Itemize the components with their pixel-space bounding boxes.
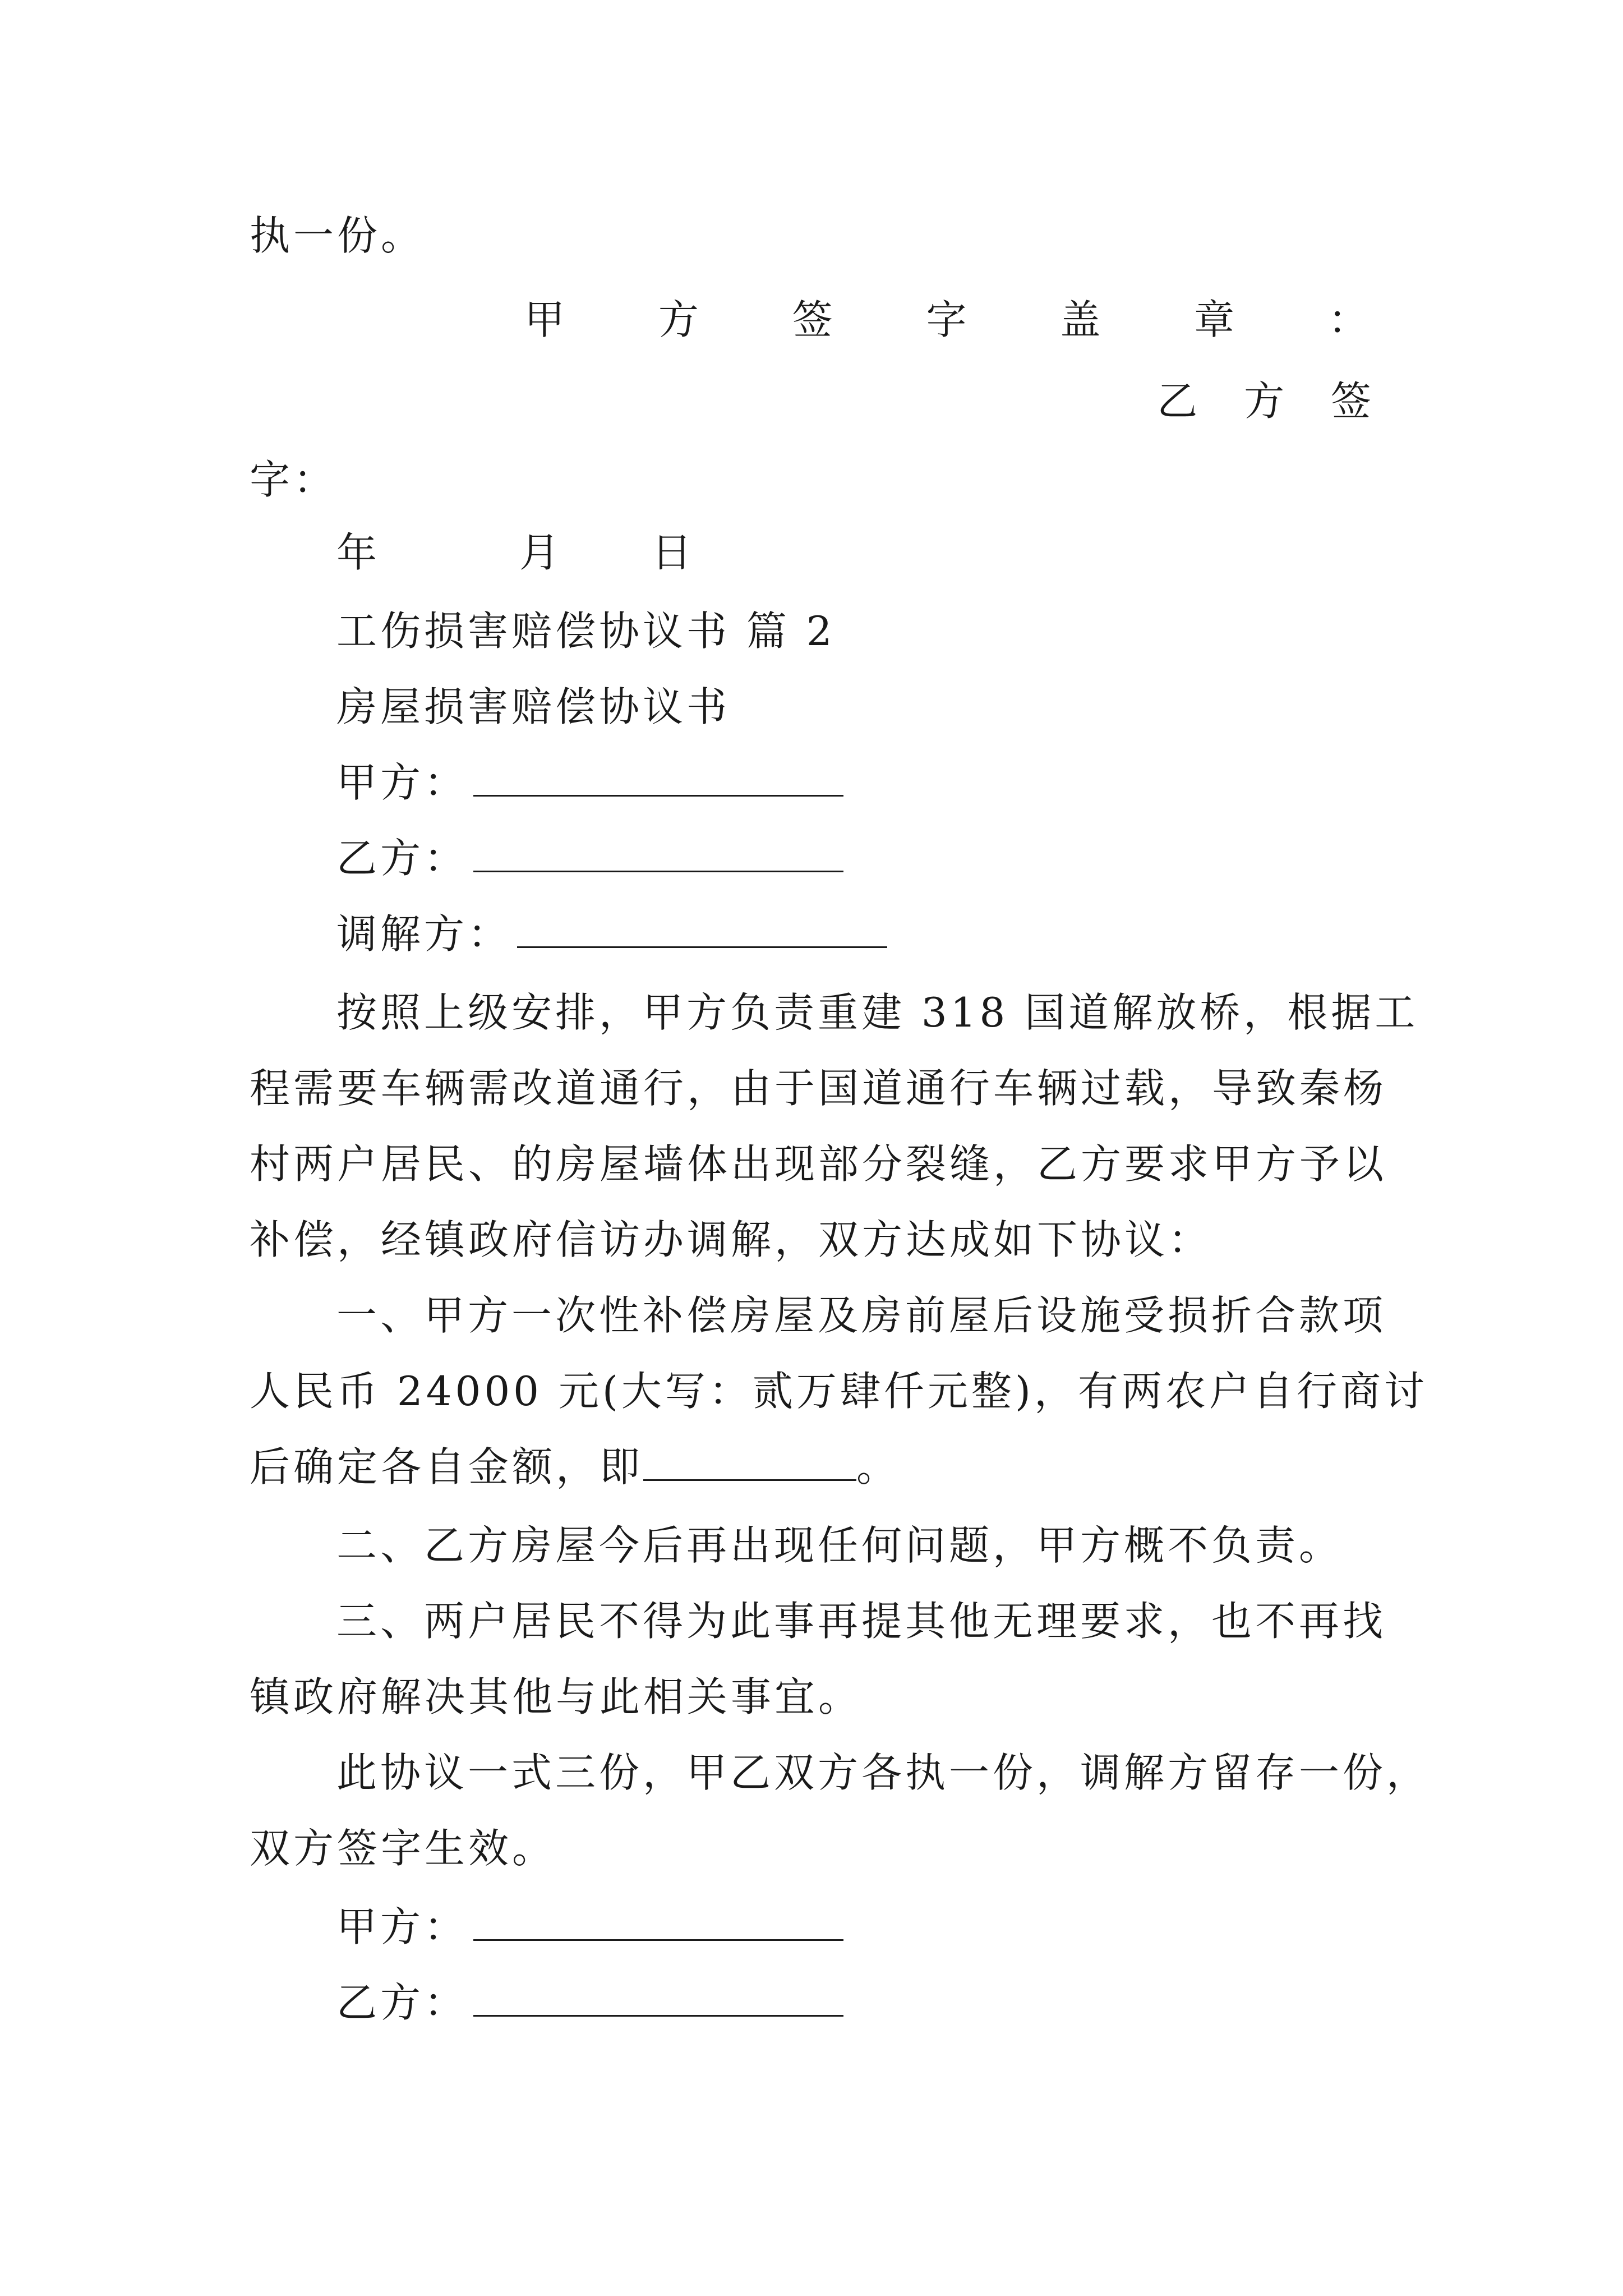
sig-char: 签 <box>792 296 833 343</box>
amount-blank <box>643 1444 856 1481</box>
sig-char: 章 <box>1194 296 1235 343</box>
paragraph-line: 补偿，经镇政府信访办调解，双方达成如下协议： <box>250 1216 1212 1263</box>
text-line: 执一份。 <box>250 212 425 259</box>
text-line: 字： <box>250 456 338 503</box>
date-month: 月 <box>519 529 563 576</box>
paragraph-line: 双方签字生效。 <box>250 1825 556 1872</box>
end-party-b-blank <box>473 1980 843 2017</box>
party-a-signature-label <box>524 292 1368 348</box>
paragraph-line: 一、甲方一次性补偿房屋及房前屋后设施受损折合款项 <box>336 1292 1387 1339</box>
end-party-a-blank <box>473 1904 843 1941</box>
amount-end: 。 <box>856 1443 901 1490</box>
end-party-b-label: 乙方： <box>336 1979 468 2026</box>
end-party-a-label: 甲方： <box>336 1903 468 1950</box>
date-day: 日 <box>651 529 695 576</box>
date-year: 年 <box>336 529 381 576</box>
party-b-field <box>336 830 1388 886</box>
paragraph-line: 按照上级安排，甲方负责重建 318 国道解放桥，根据工 <box>336 989 1419 1036</box>
mediator-label: 调解方： <box>336 910 512 958</box>
paragraph-line: 此协议一式三份，甲乙双方各执一份，调解方留存一份， <box>336 1749 1431 1796</box>
mediator-field <box>336 906 1388 962</box>
paragraph-line: 镇政府解决其他与此相关事宜。 <box>250 1673 863 1720</box>
party-a-blank <box>473 760 843 797</box>
party-a-field <box>336 754 1388 811</box>
paragraph-line: 人民币 24000 元(大写：贰万肆仟元整)，有两农户自行商讨 <box>250 1368 1428 1415</box>
paragraph-line: 程需要车辆需改道通行，由于国道通行车辆过载，导致秦杨 <box>250 1065 1387 1112</box>
end-party-a-field <box>336 1899 1388 1955</box>
paragraph-line <box>250 1439 1388 1495</box>
section-title: 工伤损害赔偿协议书 篇 2 <box>336 608 836 655</box>
party-b-signature-label: 乙 方 签 <box>1157 378 1388 425</box>
paragraph-line: 二、乙方房屋今后再出现任何问题，甲方概不负责。 <box>336 1522 1343 1569</box>
sig-char: 字 <box>926 296 967 343</box>
date-line <box>336 524 1388 581</box>
party-b-label: 乙方： <box>336 835 468 882</box>
sig-char: 方 <box>658 296 699 343</box>
sig-char: ： <box>1327 296 1368 343</box>
paragraph-line: 村两户居民、的房屋墙体出现部分裂缝，乙方要求甲方予以 <box>250 1140 1387 1188</box>
mediator-blank <box>517 912 887 948</box>
party-a-label: 甲方： <box>336 759 468 806</box>
sig-char: 盖 <box>1060 296 1101 343</box>
party-b-blank <box>473 836 843 872</box>
amount-text: 后确定各自金额，即 <box>250 1443 644 1490</box>
sig-char: 甲 <box>524 296 565 343</box>
document-subtitle: 房屋损害赔偿协议书 <box>336 683 731 730</box>
end-party-b-field <box>336 1975 1388 2031</box>
paragraph-line: 三、两户居民不得为此事再提其他无理要求，也不再找 <box>336 1598 1387 1645</box>
